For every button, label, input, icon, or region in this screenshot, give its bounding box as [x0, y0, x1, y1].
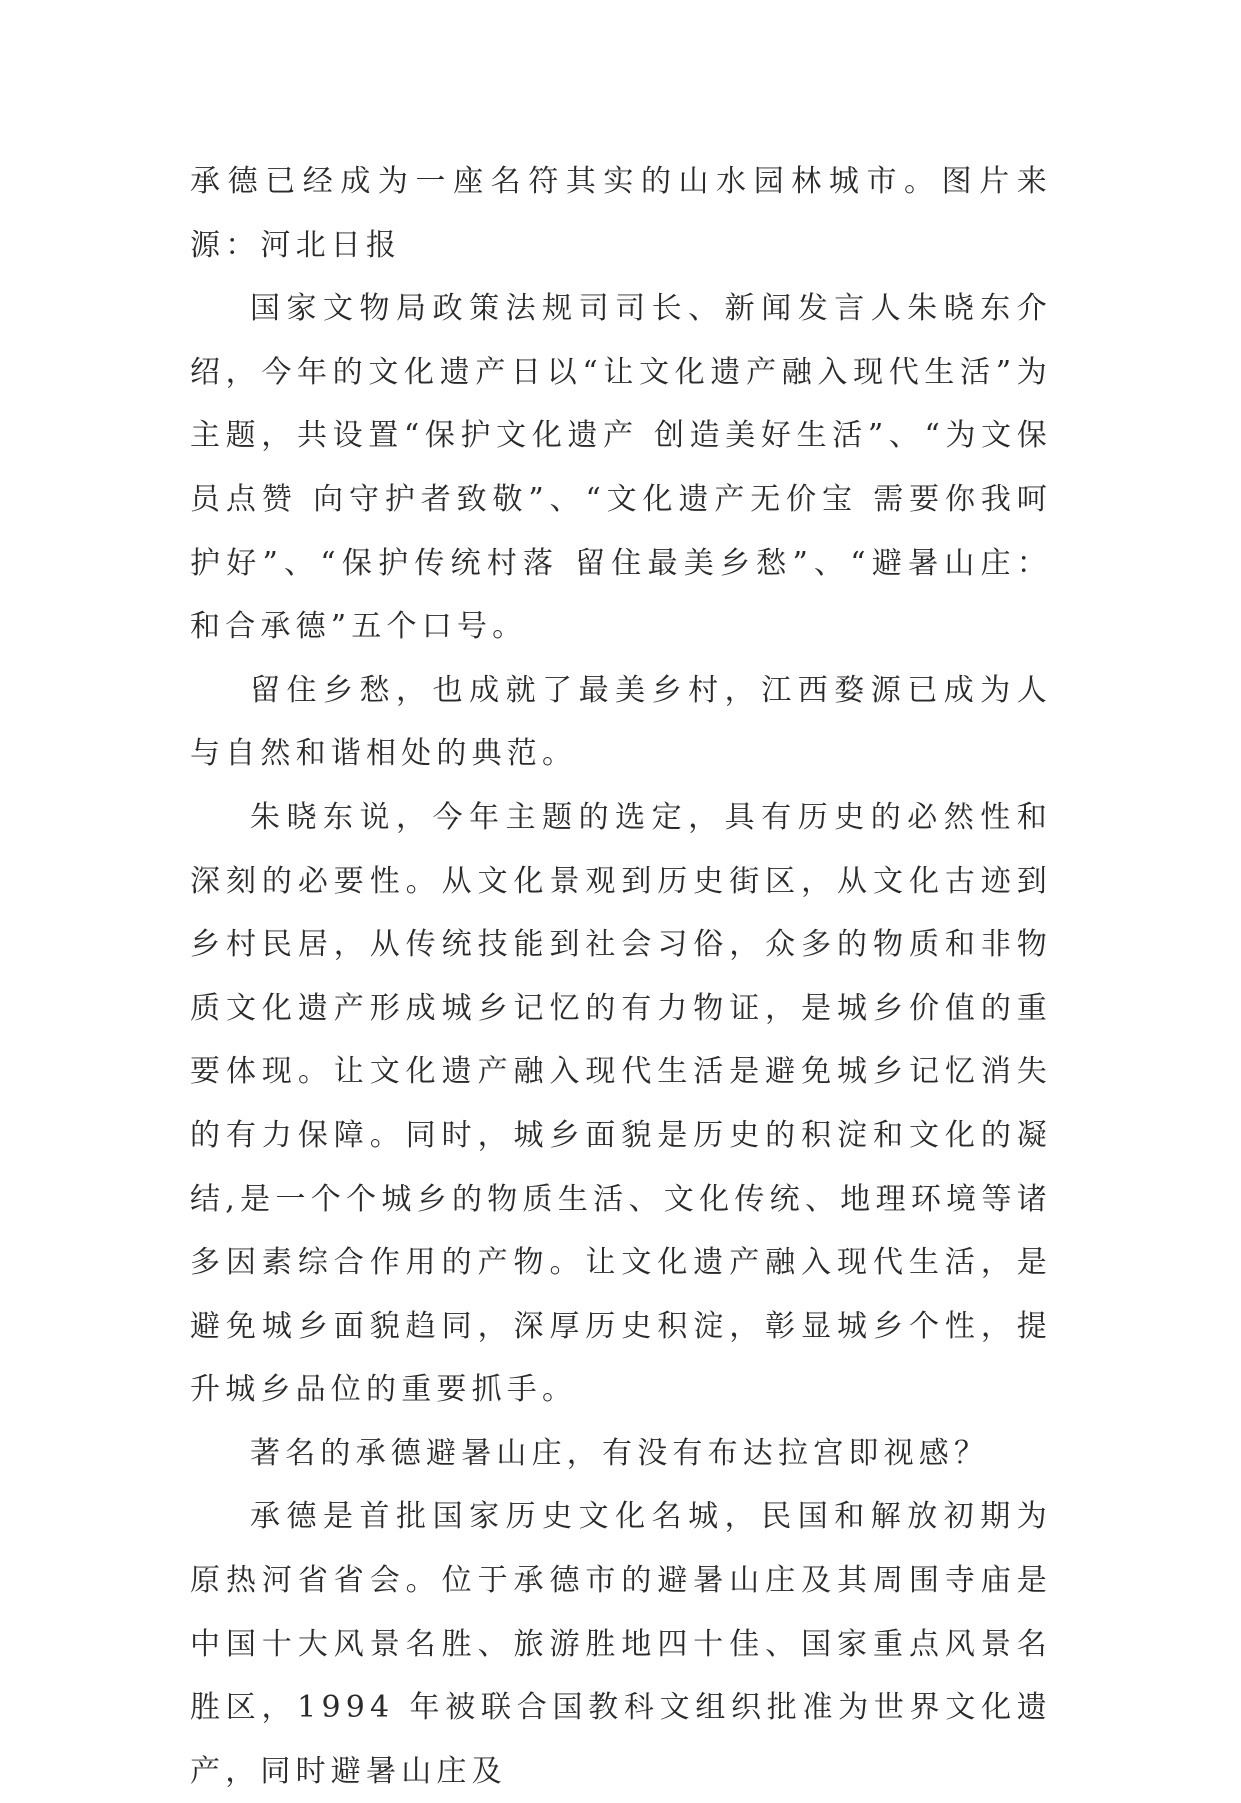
document-body — [190, 150, 1052, 1803]
paragraph-theme-intro: 国家文物局政策法规司司长、新闻发言人朱晓东介绍，今年的文化遗产日以“让文化遗产融入现代生活”为主题，共设置“保护文化遗产 创造美好生活”、“为文保员点赞 向守护者致敬”、“文化遗产无价宝 需要你我呵护好”、“保护传统村落 留住最美乡愁”、“避暑山庄：和合承德”五个口号。 — [190, 291, 1052, 645]
paragraph-chengde-history: 承德是首批国家历史文化名城，民国和解放初期为原热河省省会。位于承德市的避暑山庄及其周围寺庙是中国十大风景名胜、旅游胜地四十佳、国家重点风景名胜区，1994 年被联合国教科文组织批准为世界文化遗产，同时避暑山庄及 — [190, 1499, 1052, 1789]
paragraph-chengde-question: 著名的承德避暑山庄，有没有布达拉宫即视感？ — [250, 1435, 990, 1471]
paragraph-image-caption: 承德已经成为一座名符其实的山水园林城市。图片来源：河北日报 — [190, 164, 1052, 263]
paragraph-wuyuan: 留住乡愁，也成就了最美乡村，江西婺源已成为人与自然和谐相处的典范。 — [190, 672, 1052, 772]
paragraph-theme-significance: 朱晓东说，今年主题的选定，具有历史的必然性和深刻的必要性。从文化景观到历史街区，从文化古迹到乡村民居，从传统技能到社会习俗，众多的物质和非物质文化遗产形成城乡记忆的有力物证，是城乡价值的重要体现。让文化遗产融入现代生活是避免城乡记忆消失的有力保障。同时，城乡面貌是历史的积淀和文化的凝结,是一个个城乡的物质生活、文化传统、地理环境等诸多因素综合作用的产物。让文化遗产融入现代生活，是避免城乡面貌趋同，深厚历史积淀，彰显城乡个性，提升城乡品位的重要抓手。 — [190, 799, 1052, 1408]
